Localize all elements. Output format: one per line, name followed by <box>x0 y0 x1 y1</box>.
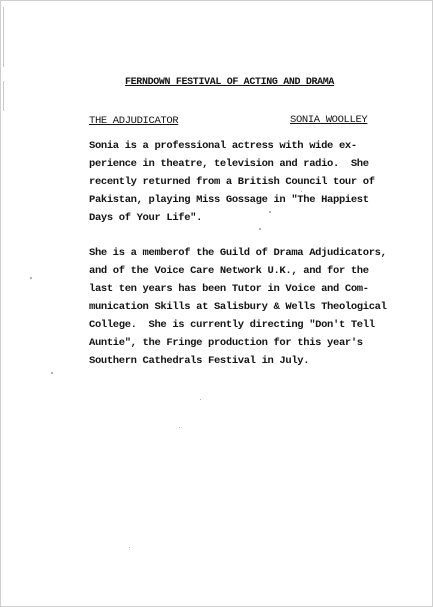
scan-speck <box>51 372 53 374</box>
scan-speck <box>129 547 130 548</box>
scan-edge-mark <box>3 7 4 67</box>
text-line: Pakistan, playing Miss Gossage in "The Happiest <box>89 194 369 206</box>
text-line: munication Skills at Salisbury & Wells Theological <box>89 301 387 313</box>
scan-speck <box>301 191 302 192</box>
section-heading: THE ADJUDICATOR <box>89 115 179 127</box>
scan-speck <box>259 228 261 230</box>
scan-edge-mark <box>3 81 4 111</box>
biography-paragraph-2 <box>89 244 387 370</box>
scan-speck <box>30 277 32 279</box>
text-line: recently returned from a British Council tour of <box>89 176 375 188</box>
text-line: Southern Cathedrals Festival in July. <box>89 355 310 367</box>
scan-speck <box>200 399 201 400</box>
text-line: last ten years has been Tutor in Voice and Com- <box>89 283 369 295</box>
scan-speck <box>269 211 271 213</box>
scan-speck <box>179 427 180 428</box>
text-line: Auntie", the Fringe production for this year's <box>89 337 363 349</box>
document-title: FERNDOWN FESTIVAL OF ACTING AND DRAMA <box>125 77 335 88</box>
biography-paragraph-1 <box>89 137 375 227</box>
text-line: perience in theatre, television and radio. She <box>89 158 369 170</box>
text-line: and of the Voice Care Network U.K., and for the <box>89 265 369 277</box>
text-line: She is a memberof the Guild of Drama Adjudicators, <box>89 247 387 259</box>
text-line: Sonia is a professional actress with wide ex- <box>89 140 357 152</box>
adjudicator-name: SONIA WOOLLEY <box>290 114 368 126</box>
text-line: College. She is currently directing "Don't Tell <box>89 319 375 331</box>
text-line: Days of Your Life". <box>89 212 203 224</box>
